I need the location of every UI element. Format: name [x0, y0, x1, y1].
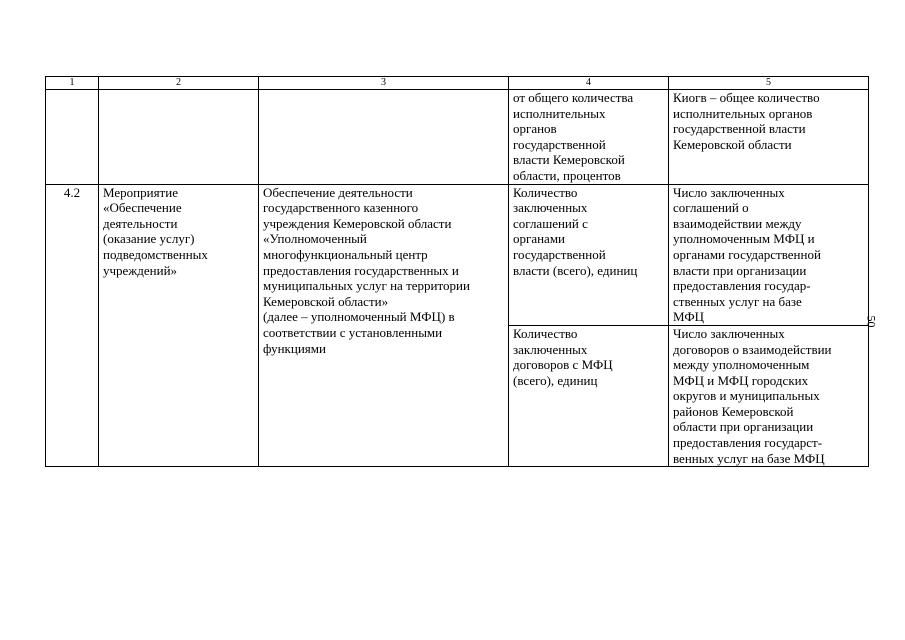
- page-number: 50: [864, 315, 879, 328]
- column-number-5: 5: [669, 77, 869, 90]
- row-number-cell: 4.2: [46, 184, 99, 467]
- indicator-agreements-cell: Количество заключенных соглашений с органами государственной власти (всего), единиц: [509, 184, 669, 325]
- formula-contracts-cell: Число заключенных договоров о взаимодействии между уполномоченным МФЦ и МФЦ городских округов и муниципальных районов Кемеровской области при организации предоставления государст- венных услуг на базе МФЦ: [669, 325, 869, 466]
- table-row-continued: [46, 90, 869, 185]
- continued-description-cell: [259, 90, 509, 185]
- column-number-2: 2: [99, 77, 259, 90]
- indicators-table: [45, 76, 869, 467]
- indicator-contracts-cell: Количество заключенных договоров с МФЦ (всего), единиц: [509, 325, 669, 466]
- column-number-3: 3: [259, 77, 509, 90]
- column-number-4: 4: [509, 77, 669, 90]
- formula-agreements-cell: Число заключенных соглашений о взаимодействии между уполномоченным МФЦ и органами государственной власти при организации предоставления государ- ственных услуг на базе МФЦ: [669, 184, 869, 325]
- continued-formula-cell: Киогв – общее количество исполнительных органов государственной власти Кемеровской области: [669, 90, 869, 185]
- continued-number-cell: [46, 90, 99, 185]
- column-number-1: 1: [46, 77, 99, 90]
- continued-event-cell: [99, 90, 259, 185]
- table-row-4-2-a: [46, 184, 869, 325]
- continued-indicator-cell: от общего количества исполнительных органов государственной власти Кемеровской области, процентов: [509, 90, 669, 185]
- column-number-row: [46, 77, 869, 90]
- event-description-cell: Обеспечение деятельности государственного казенного учреждения Кемеровской области «Уполномоченный многофункциональный центр предоставления государственных и муниципальных услуг на территории Кемеровской области» (далее – уполномоченный МФЦ) в соответствии с установленными функциями: [259, 184, 509, 467]
- event-name-cell: Мероприятие «Обеспечение деятельности (оказание услуг) подведомственных учреждений»: [99, 184, 259, 467]
